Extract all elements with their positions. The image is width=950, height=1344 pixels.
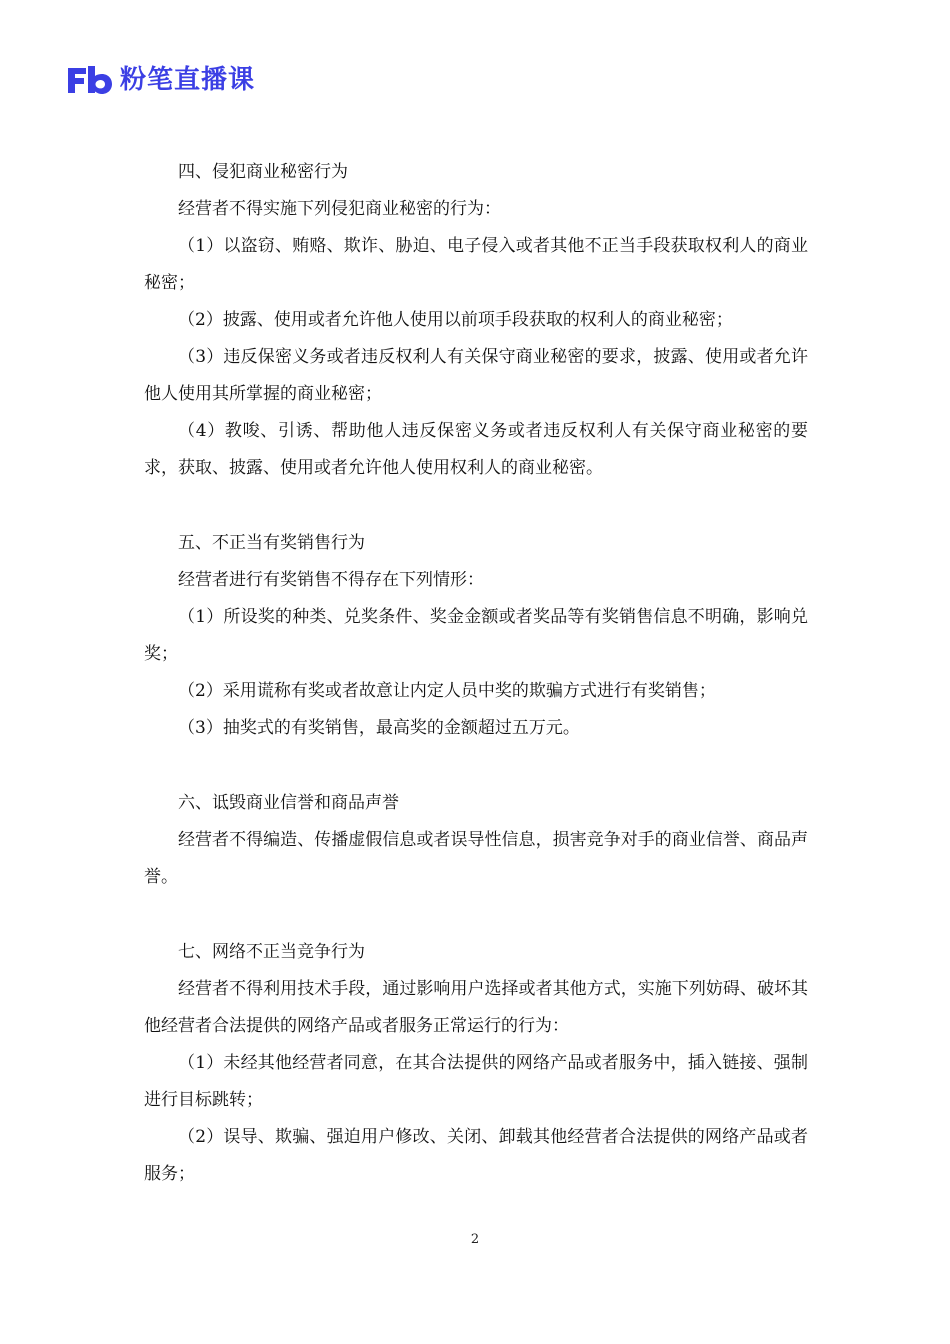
paragraph: 经营者不得利用技术手段，通过影响用户选择或者其他方式，实施下列妨碍、破坏其他经营者合法提供的网络产品或者服务正常运行的行为： — [144, 979, 808, 1036]
brand-logo — [66, 60, 255, 100]
paragraph: （2）采用谎称有奖或者故意让内定人员中奖的欺骗方式进行有奖销售； — [178, 681, 716, 701]
document-body — [144, 154, 808, 1231]
section-online-competition — [144, 934, 808, 1193]
section-heading: 四、侵犯商业秘密行为 — [178, 162, 348, 182]
paragraph: 经营者不得实施下列侵犯商业秘密的行为： — [178, 199, 501, 219]
section-trade-secrets — [144, 154, 808, 487]
paragraph: 经营者不得编造、传播虚假信息或者误导性信息，损害竞争对手的商业信誉、商品声誉。 — [144, 830, 808, 887]
fb-logo-icon — [66, 62, 114, 98]
paragraph: （1）以盗窃、贿赂、欺诈、胁迫、电子侵入或者其他不正当手段获取权利人的商业秘密； — [144, 236, 808, 293]
paragraph: （2）披露、使用或者允许他人使用以前项手段获取的权利人的商业秘密； — [178, 310, 733, 330]
section-heading: 五、不正当有奖销售行为 — [178, 533, 365, 553]
section-defamation — [144, 785, 808, 896]
paragraph: （2）误导、欺骗、强迫用户修改、关闭、卸载其他经营者合法提供的网络产品或者服务； — [144, 1127, 808, 1184]
paragraph: （1）所设奖的种类、兑奖条件、奖金金额或者奖品等有奖销售信息不明确，影响兑奖； — [144, 607, 808, 664]
section-heading: 七、网络不正当竞争行为 — [178, 942, 365, 962]
section-prize-sales — [144, 525, 808, 747]
paragraph: 经营者进行有奖销售不得存在下列情形： — [178, 570, 484, 590]
paragraph: （4）教唆、引诱、帮助他人违反保密义务或者违反权利人有关保守商业秘密的要求，获取、披露、使用或者允许他人使用权利人的商业秘密。 — [144, 421, 808, 478]
brand-name: 粉笔直播课 — [120, 65, 256, 95]
paragraph: （3）抽奖式的有奖销售，最高奖的金额超过五万元。 — [178, 718, 580, 738]
page-number: 2 — [470, 1232, 480, 1247]
paragraph: （1）未经其他经营者同意，在其合法提供的网络产品或者服务中，插入链接、强制进行目标跳转； — [144, 1053, 808, 1110]
paragraph: （3）违反保密义务或者违反权利人有关保守商业秘密的要求，披露、使用或者允许他人使用其所掌握的商业秘密； — [144, 347, 808, 404]
section-heading: 六、诋毁商业信誉和商品声誉 — [178, 793, 399, 813]
